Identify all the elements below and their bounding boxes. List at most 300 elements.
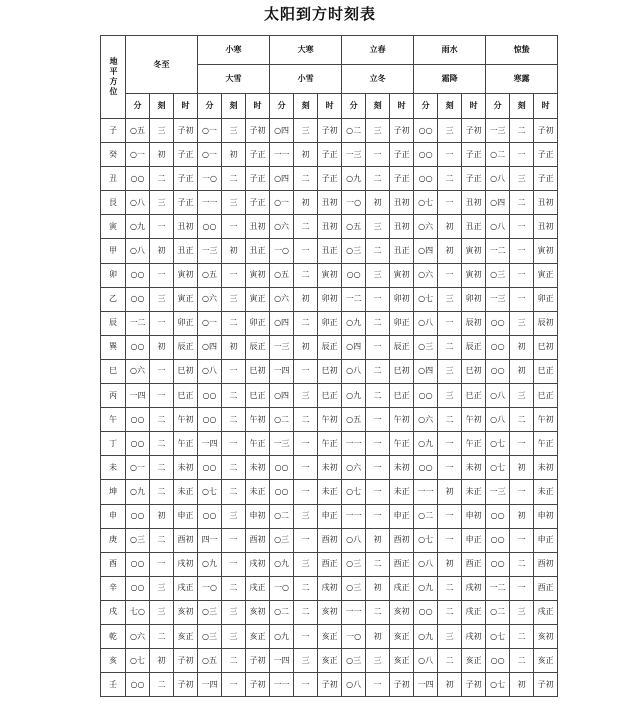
time-cell: 一一 (414, 480, 438, 504)
time-cell: 丑正 (174, 239, 198, 263)
time-cell: 巳初 (318, 359, 342, 383)
time-cell: 一 (294, 480, 318, 504)
corner-label: 地平方位 (101, 36, 126, 119)
time-cell: 戌正 (246, 576, 270, 600)
time-cell: 一 (438, 311, 462, 335)
time-cell: 一二 (486, 239, 510, 263)
time-cell: 申初 (534, 504, 558, 528)
time-cell: 未初 (462, 456, 486, 480)
table-row (101, 311, 558, 335)
time-cell: 丑初 (390, 215, 414, 239)
time-cell: ○七 (486, 432, 510, 456)
time-cell: 二 (510, 408, 534, 432)
time-cell: 初 (222, 143, 246, 167)
table-row (101, 552, 558, 576)
time-cell: 一○ (270, 239, 294, 263)
time-cell: ○八 (486, 167, 510, 191)
time-cell: 二 (222, 384, 246, 408)
time-cell: 午正 (174, 432, 198, 456)
time-cell: 巳初 (534, 335, 558, 359)
time-cell: 初 (366, 191, 390, 215)
time-cell: 一一 (342, 600, 366, 624)
time-cell: 一 (366, 287, 390, 311)
term-header-paired: 霜降 (414, 65, 486, 94)
time-cell: ○○ (342, 263, 366, 287)
time-cell: 丑初 (246, 215, 270, 239)
time-cell: 三 (222, 600, 246, 624)
time-cell: 二 (294, 311, 318, 335)
time-cell: 子初 (246, 649, 270, 673)
time-cell: 一 (510, 239, 534, 263)
time-cell: ○三 (414, 335, 438, 359)
time-cell: ○○ (270, 456, 294, 480)
time-cell: 亥初 (318, 600, 342, 624)
time-cell: 巳初 (462, 359, 486, 383)
time-cell: 寅正 (174, 287, 198, 311)
time-cell: 二 (294, 576, 318, 600)
time-cell: 一 (294, 359, 318, 383)
time-cell: ○八 (342, 359, 366, 383)
time-cell: ○九 (414, 624, 438, 648)
time-cell: ○四 (342, 335, 366, 359)
direction-label: 巳 (101, 359, 126, 383)
table-row (101, 456, 558, 480)
time-cell: ○八 (342, 528, 366, 552)
direction-label: 丙 (101, 384, 126, 408)
time-cell: 戌初 (246, 552, 270, 576)
table-row (101, 480, 558, 504)
time-cell: 子正 (246, 143, 270, 167)
time-cell: 戌初 (462, 624, 486, 648)
time-cell: ○九 (198, 552, 222, 576)
time-cell: 子初 (318, 119, 342, 143)
time-cell: 酉初 (318, 528, 342, 552)
table-row (101, 624, 558, 648)
time-cell: 一三 (270, 335, 294, 359)
time-cell: 亥初 (174, 600, 198, 624)
direction-label: 艮 (101, 191, 126, 215)
time-cell: 亥正 (390, 624, 414, 648)
time-cell: 子正 (462, 167, 486, 191)
time-cell: 初 (438, 673, 462, 697)
time-cell: 三 (294, 384, 318, 408)
unit-header: 刻 (366, 94, 390, 119)
time-cell: 一 (150, 552, 174, 576)
unit-header: 刻 (294, 94, 318, 119)
time-cell: 子初 (390, 119, 414, 143)
time-cell: 寅初 (462, 263, 486, 287)
time-cell: 子正 (390, 143, 414, 167)
time-cell: 卯正 (246, 311, 270, 335)
header-row-terms-top (101, 36, 558, 65)
time-cell: 三 (510, 384, 534, 408)
time-cell: 二 (510, 624, 534, 648)
time-cell: ○四 (414, 239, 438, 263)
term-header: 冬至 (126, 36, 198, 94)
term-header-paired: 小雪 (270, 65, 342, 94)
time-cell: ○○ (414, 143, 438, 167)
time-cell: 初 (510, 335, 534, 359)
time-cell: 初 (510, 673, 534, 697)
time-cell: 初 (150, 335, 174, 359)
time-cell: 二 (438, 335, 462, 359)
time-cell: 一三 (486, 119, 510, 143)
direction-label: 午 (101, 408, 126, 432)
time-cell: 戌初 (174, 552, 198, 576)
time-cell: ○一 (270, 191, 294, 215)
time-cell: 二 (438, 600, 462, 624)
time-cell: 二 (150, 528, 174, 552)
time-cell: 一 (438, 191, 462, 215)
time-cell: 丑初 (462, 191, 486, 215)
time-cell: ○○ (126, 432, 150, 456)
time-cell: ○五 (342, 215, 366, 239)
time-cell: ○八 (414, 649, 438, 673)
time-cell: 一一 (270, 143, 294, 167)
time-cell: 初 (150, 649, 174, 673)
time-cell: ○○ (198, 504, 222, 528)
time-cell: ○七 (486, 673, 510, 697)
time-cell: 亥正 (534, 649, 558, 673)
time-cell: ○九 (270, 624, 294, 648)
time-cell: 子正 (390, 167, 414, 191)
time-cell: ○○ (126, 504, 150, 528)
time-cell: 巳正 (318, 384, 342, 408)
time-cell: 一 (366, 456, 390, 480)
time-cell: ○九 (414, 432, 438, 456)
time-cell: 巳正 (174, 384, 198, 408)
time-cell: 亥正 (318, 649, 342, 673)
time-cell: 二 (366, 600, 390, 624)
direction-label: 酉 (101, 552, 126, 576)
time-cell: ○一 (126, 456, 150, 480)
direction-label: 寅 (101, 215, 126, 239)
time-cell: 未初 (246, 456, 270, 480)
time-cell: 四一 (198, 528, 222, 552)
time-cell: ○五 (270, 263, 294, 287)
time-cell: 三 (222, 504, 246, 528)
time-cell: 一 (222, 263, 246, 287)
time-cell: ○七 (414, 287, 438, 311)
time-cell: 一 (294, 432, 318, 456)
time-cell: ○三 (198, 600, 222, 624)
time-cell: 申初 (246, 504, 270, 528)
time-cell: 二 (438, 576, 462, 600)
time-cell: 二 (438, 649, 462, 673)
table-row (101, 649, 558, 673)
time-cell: 一 (366, 673, 390, 697)
solar-time-table (100, 35, 558, 697)
time-cell: 巳正 (390, 384, 414, 408)
time-cell: 子正 (174, 167, 198, 191)
time-cell: 初 (294, 143, 318, 167)
time-cell: 二 (150, 432, 174, 456)
time-cell: 子初 (318, 673, 342, 697)
table-row (101, 191, 558, 215)
time-cell: 一一 (342, 504, 366, 528)
direction-label: 亥 (101, 649, 126, 673)
time-cell: 子初 (246, 119, 270, 143)
time-cell: ○○ (198, 384, 222, 408)
time-cell: ○四 (414, 359, 438, 383)
time-cell: 一○ (342, 191, 366, 215)
time-cell: 子正 (174, 191, 198, 215)
time-cell: ○八 (126, 239, 150, 263)
time-cell: 一四 (414, 673, 438, 697)
time-cell: 三 (366, 649, 390, 673)
time-cell: 申初 (462, 504, 486, 528)
time-cell: 子正 (246, 167, 270, 191)
time-cell: ○一 (126, 143, 150, 167)
time-cell: 寅初 (462, 239, 486, 263)
table-row (101, 432, 558, 456)
time-cell: ○○ (126, 408, 150, 432)
time-cell: ○八 (486, 384, 510, 408)
unit-header: 时 (174, 94, 198, 119)
time-cell: 未正 (462, 480, 486, 504)
time-cell: 一 (222, 528, 246, 552)
time-cell: ○一 (198, 143, 222, 167)
time-cell: 午初 (318, 408, 342, 432)
time-cell: 丑初 (318, 191, 342, 215)
direction-label: 申 (101, 504, 126, 528)
time-cell: 一 (150, 263, 174, 287)
time-cell: 一 (222, 552, 246, 576)
time-cell: ○七 (486, 624, 510, 648)
time-cell: 申正 (174, 504, 198, 528)
table-row (101, 335, 558, 359)
time-cell: ○二 (270, 504, 294, 528)
time-cell: ○○ (126, 552, 150, 576)
unit-header: 时 (246, 94, 270, 119)
time-cell: 二 (150, 673, 174, 697)
direction-label: 巽 (101, 335, 126, 359)
time-cell: ○九 (342, 384, 366, 408)
unit-header: 分 (198, 94, 222, 119)
time-cell: ○三 (486, 263, 510, 287)
time-cell: ○三 (198, 624, 222, 648)
time-cell: ○八 (486, 408, 510, 432)
direction-label: 癸 (101, 143, 126, 167)
time-cell: ○○ (486, 552, 510, 576)
direction-label: 丁 (101, 432, 126, 456)
time-cell: 二 (510, 649, 534, 673)
time-cell: 酉正 (318, 552, 342, 576)
time-cell: 初 (150, 143, 174, 167)
time-cell: 申正 (390, 504, 414, 528)
time-cell: ○○ (126, 576, 150, 600)
table-row (101, 263, 558, 287)
time-cell: 卯正 (534, 287, 558, 311)
term-header-paired: 立冬 (342, 65, 414, 94)
time-cell: 二 (222, 311, 246, 335)
time-cell: ○三 (342, 552, 366, 576)
direction-label: 丑 (101, 167, 126, 191)
time-cell: 亥正 (462, 649, 486, 673)
time-cell: 初 (438, 480, 462, 504)
time-cell: 子初 (390, 673, 414, 697)
time-cell: 二 (510, 191, 534, 215)
time-cell: 初 (294, 287, 318, 311)
time-cell: 未正 (174, 480, 198, 504)
time-cell: 戌初 (462, 576, 486, 600)
time-cell: 卯正 (174, 311, 198, 335)
time-cell: 初 (150, 504, 174, 528)
time-cell: 申正 (462, 528, 486, 552)
time-cell: 亥初 (534, 624, 558, 648)
table-row (101, 384, 558, 408)
time-cell: 一二 (486, 576, 510, 600)
table-row (101, 239, 558, 263)
time-cell: 一 (366, 480, 390, 504)
table-body (101, 119, 558, 697)
time-cell: 一三 (198, 239, 222, 263)
time-cell: 一 (510, 480, 534, 504)
time-cell: 三 (150, 287, 174, 311)
unit-header: 时 (462, 94, 486, 119)
time-cell: 三 (222, 624, 246, 648)
time-cell: 丑初 (534, 215, 558, 239)
time-cell: 子正 (318, 167, 342, 191)
time-cell: 戌初 (318, 576, 342, 600)
direction-label: 卯 (101, 263, 126, 287)
time-cell: 巳初 (246, 359, 270, 383)
time-cell: 子初 (174, 673, 198, 697)
time-cell: ○三 (342, 576, 366, 600)
time-cell: ○○ (414, 600, 438, 624)
time-cell: 子初 (174, 649, 198, 673)
unit-header: 时 (318, 94, 342, 119)
time-cell: 一 (294, 673, 318, 697)
time-cell: ○四 (486, 191, 510, 215)
time-cell: 一四 (126, 384, 150, 408)
time-cell: 丑初 (174, 215, 198, 239)
time-cell: ○八 (126, 191, 150, 215)
time-cell: ○○ (414, 384, 438, 408)
time-cell: ○○ (198, 456, 222, 480)
time-cell: 三 (366, 215, 390, 239)
time-cell: 初 (366, 624, 390, 648)
time-cell: 亥正 (174, 624, 198, 648)
time-cell: 二 (222, 649, 246, 673)
time-cell: 午正 (534, 432, 558, 456)
time-cell: 丑正 (390, 239, 414, 263)
time-cell: 三 (366, 119, 390, 143)
unit-header: 时 (534, 94, 558, 119)
time-cell: ○六 (198, 287, 222, 311)
time-cell: 二 (366, 552, 390, 576)
time-cell: ○○ (486, 528, 510, 552)
term-header: 立春 (342, 36, 414, 65)
time-cell: ○○ (126, 673, 150, 697)
time-cell: 丑初 (534, 191, 558, 215)
time-cell: 午正 (390, 432, 414, 456)
time-cell: ○三 (342, 649, 366, 673)
time-cell: 辰正 (318, 335, 342, 359)
time-cell: 子正 (246, 191, 270, 215)
time-cell: 三 (438, 359, 462, 383)
time-cell: 申正 (534, 528, 558, 552)
time-cell: 巳初 (174, 359, 198, 383)
time-cell: 二 (438, 167, 462, 191)
time-cell: 寅初 (534, 239, 558, 263)
time-cell: 二 (366, 384, 390, 408)
time-cell: 三 (510, 167, 534, 191)
time-cell: ○○ (486, 649, 510, 673)
time-cell: 一一 (198, 191, 222, 215)
time-cell: 子初 (174, 119, 198, 143)
time-cell: 一一 (342, 432, 366, 456)
time-cell: 子初 (534, 673, 558, 697)
time-cell: 一四 (198, 673, 222, 697)
time-cell: 一 (366, 432, 390, 456)
time-cell: 三 (222, 191, 246, 215)
time-cell: ○九 (270, 552, 294, 576)
time-cell: 酉初 (534, 552, 558, 576)
unit-header: 时 (390, 94, 414, 119)
time-cell: 子正 (534, 167, 558, 191)
time-cell: ○五 (198, 649, 222, 673)
time-cell: 卯初 (462, 287, 486, 311)
header-row-units (101, 94, 558, 119)
table-row (101, 600, 558, 624)
time-cell: 一 (366, 335, 390, 359)
time-cell: 一 (150, 359, 174, 383)
time-cell: 三 (366, 263, 390, 287)
time-cell: 一三 (270, 432, 294, 456)
time-cell: 三 (150, 576, 174, 600)
term-header: 小寒 (198, 36, 270, 65)
time-cell: 午正 (318, 432, 342, 456)
time-cell: 一 (438, 263, 462, 287)
time-cell: 一四 (270, 359, 294, 383)
time-cell: ○六 (126, 359, 150, 383)
term-header: 大寒 (270, 36, 342, 65)
time-cell: 子正 (318, 143, 342, 167)
time-cell: ○○ (486, 504, 510, 528)
time-cell: ○○ (414, 167, 438, 191)
direction-label: 甲 (101, 239, 126, 263)
time-cell: ○七 (414, 191, 438, 215)
direction-label: 壬 (101, 673, 126, 697)
time-cell: 申正 (318, 504, 342, 528)
time-cell: ○二 (486, 600, 510, 624)
time-cell: 一 (438, 432, 462, 456)
time-cell: ○六 (414, 215, 438, 239)
time-cell: 一○ (270, 576, 294, 600)
time-cell: 辰正 (174, 335, 198, 359)
time-cell: ○七 (198, 480, 222, 504)
time-cell: 丑正 (246, 239, 270, 263)
time-cell: 酉初 (174, 528, 198, 552)
time-cell: 二 (294, 600, 318, 624)
time-cell: 一三 (486, 287, 510, 311)
time-cell: 初 (510, 456, 534, 480)
time-cell: 子正 (534, 143, 558, 167)
time-cell: 亥初 (390, 600, 414, 624)
time-cell: 一 (510, 263, 534, 287)
time-cell: 巳初 (390, 359, 414, 383)
time-cell: 丑初 (318, 215, 342, 239)
time-cell: 子初 (462, 673, 486, 697)
time-cell: 二 (222, 456, 246, 480)
time-cell: 一 (294, 624, 318, 648)
time-cell: 初 (510, 504, 534, 528)
table-row (101, 215, 558, 239)
time-cell: 酉初 (390, 528, 414, 552)
time-cell: ○七 (342, 480, 366, 504)
time-cell: 二 (150, 624, 174, 648)
